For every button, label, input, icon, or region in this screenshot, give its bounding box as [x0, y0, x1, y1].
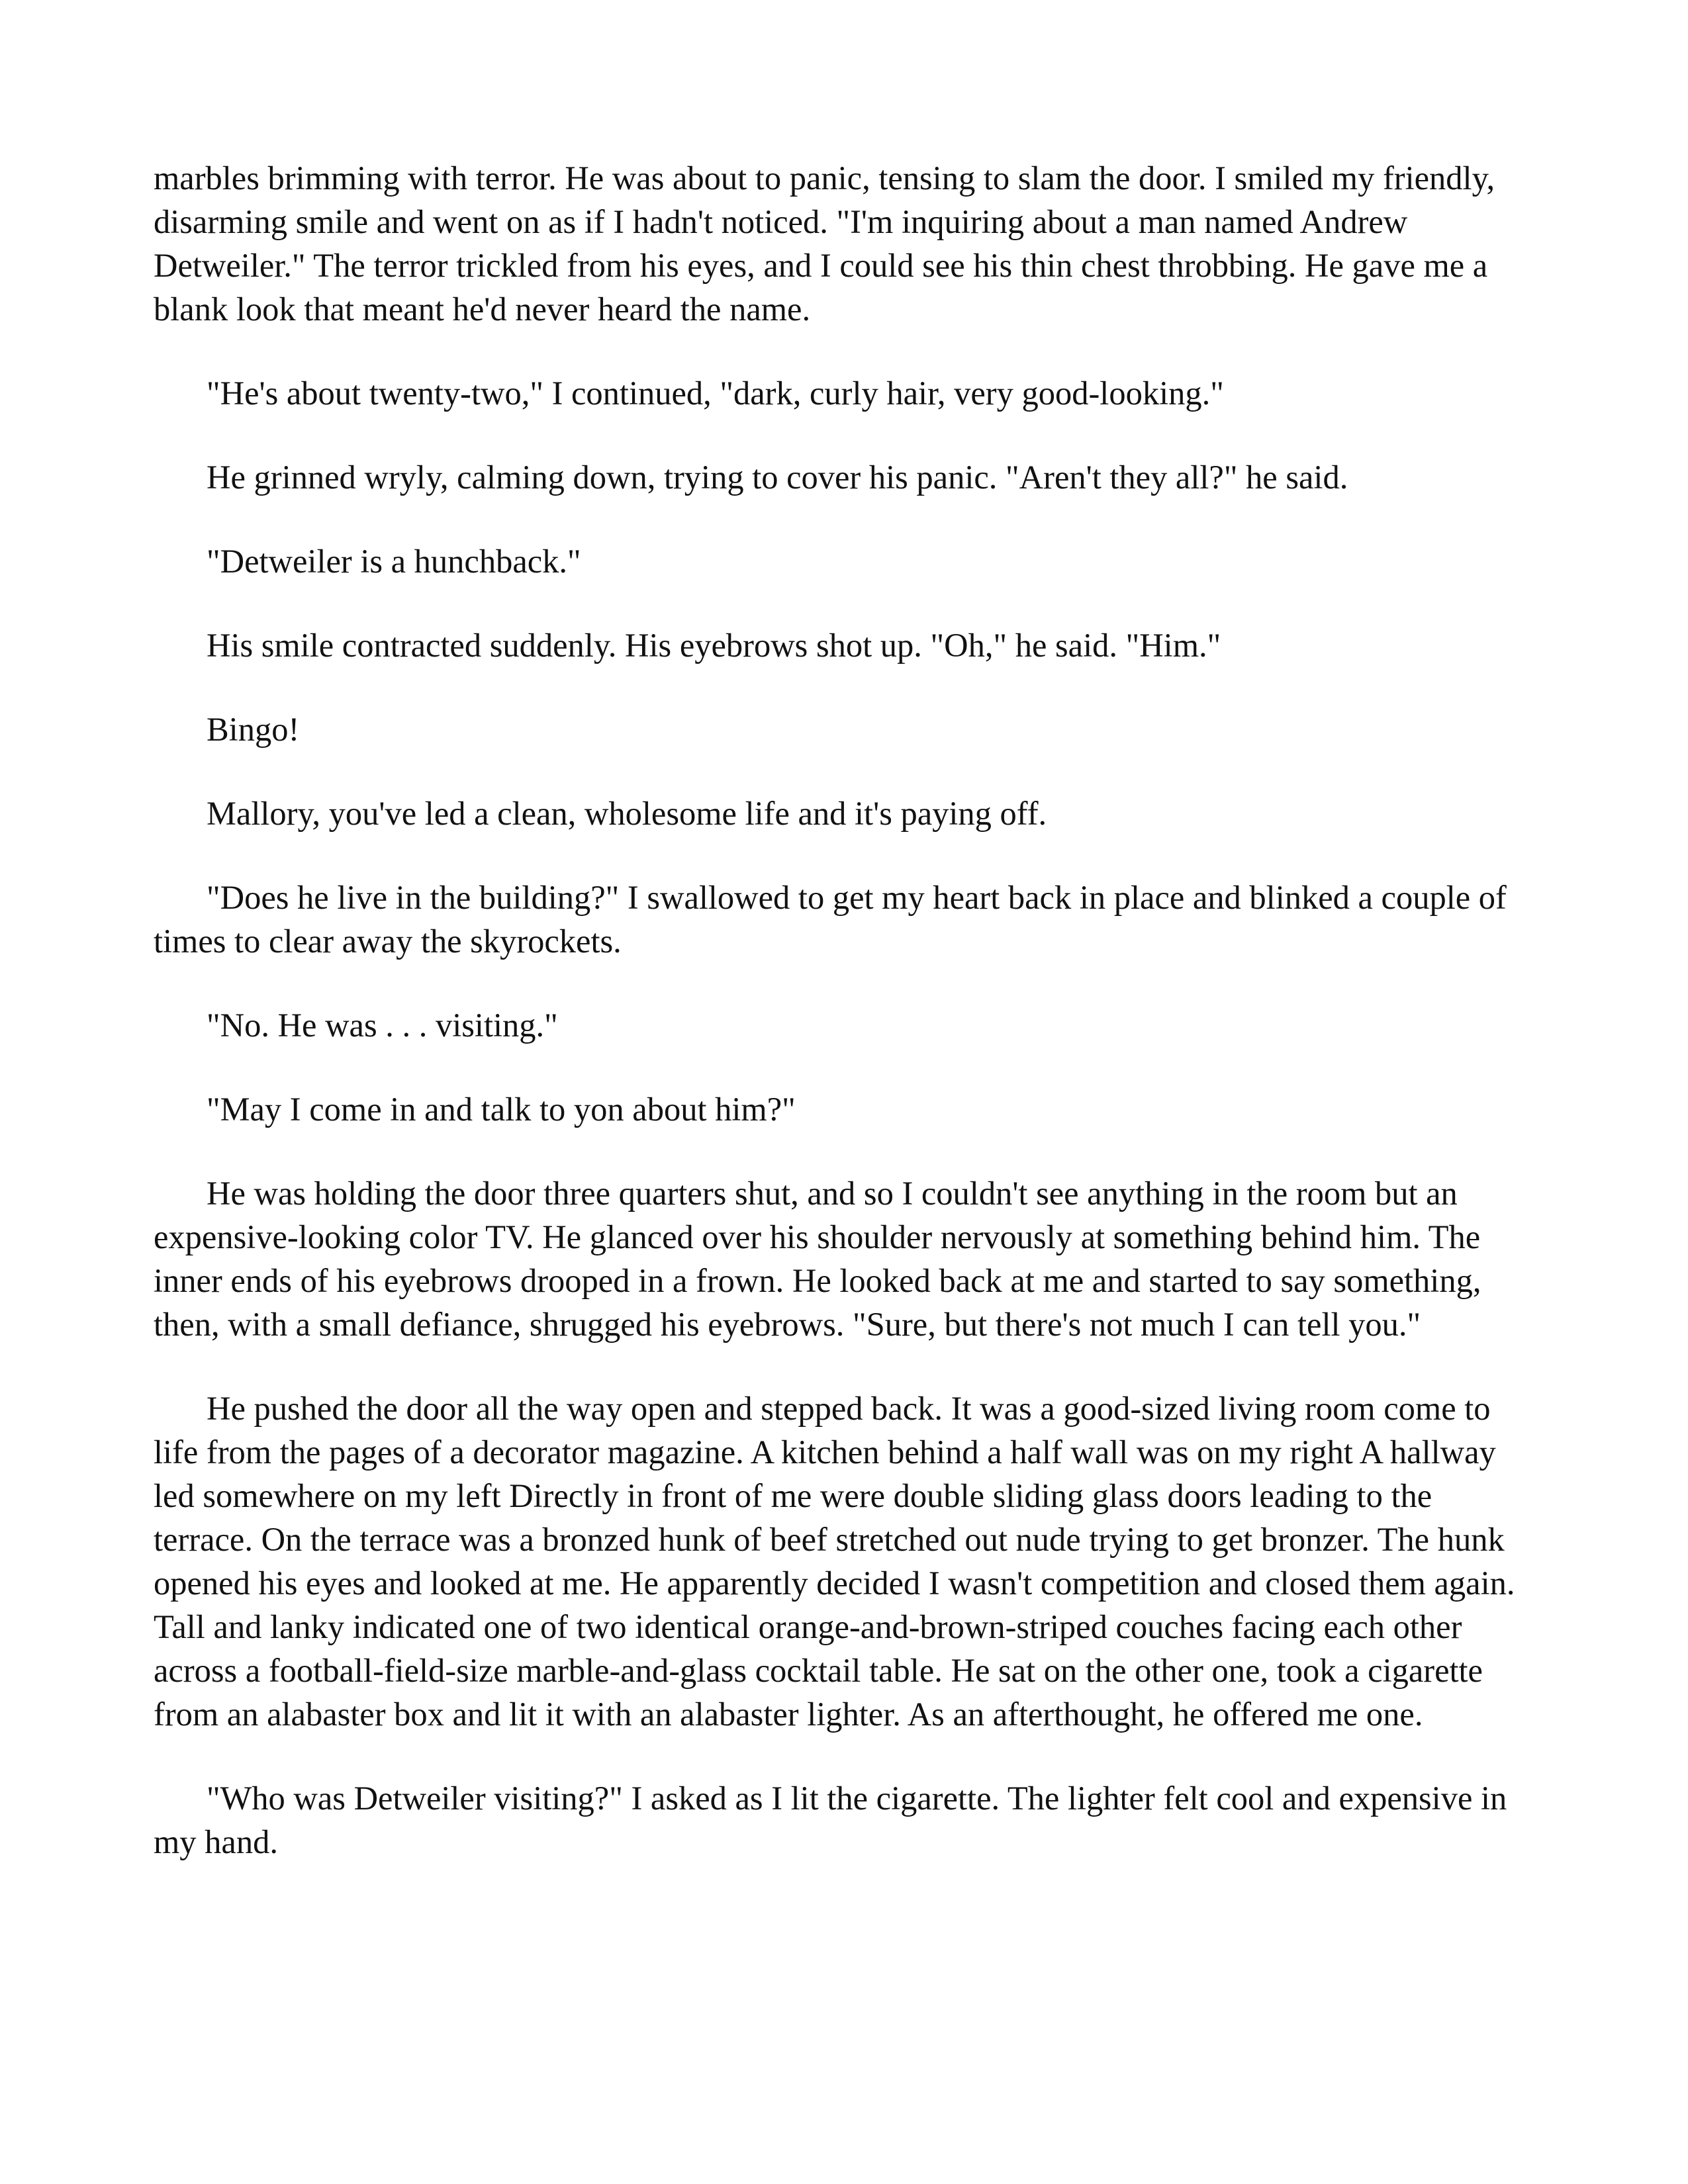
- paragraph-3: He grinned wryly, calming down, trying to cover his panic. "Aren't they all?" he said.: [207, 459, 1348, 496]
- paragraph-1: marbles brimming with terror. He was about to panic, tensing to slam the door. I smiled my friendly, disarming smile and went on as if I hadn't noticed. "I'm inquiring about a man named Andrew Detweiler." The terror trickled from his eyes, and I could see his thin chest throbbing. He gave me a blank look that meant he'd never heard the name.: [154, 159, 1495, 328]
- paragraph-11: He was holding the door three quarters shut, and so I couldn't see anything in the room but an expensive-looking color TV. He glanced over his shoulder nervously at something behind him. The inner ends of his eyebrows drooped in a frown. He looked back at me and started to say something, then, with a small defiance, shrugged his eyebrows. "Sure, but there's not much I can tell you.": [154, 1175, 1481, 1343]
- paragraph-9: "No. He was . . . visiting.": [207, 1007, 558, 1044]
- paragraph-6: Bingo!: [207, 711, 300, 748]
- paragraph-4: "Detweiler is a hunchback.": [207, 543, 581, 580]
- paragraph-10: "May I come in and talk to yon about him?": [207, 1091, 796, 1128]
- paragraph-13: "Who was Detweiler visiting?" I asked as I lit the cigarette. The lighter felt cool and expensive in my hand.: [154, 1780, 1507, 1860]
- paragraph-7: Mallory, you've led a clean, wholesome life and it's paying off.: [207, 795, 1047, 832]
- paragraph-12: He pushed the door all the way open and stepped back. It was a good-sized living room come to life from the pages of a decorator magazine. A kitchen behind a half wall was on my right A hallway led somewhere on my left Directly in front of me were double sliding glass doors leading to the terrace. On the terrace was a bronzed hunk of beef stretched out nude trying to get bronzer. The hunk opened his eyes and looked at me. He apparently decided I wasn't competition and closed them again. Tall and lanky indicated one of two identical orange-and-brown-striped couches facing each other across a football-field-size marble-and-glass cocktail table. He sat on the other one, took a cigarette from an alabaster box and lit it with an alabaster lighter. As an afterthought, he offered me one.: [154, 1390, 1515, 1733]
- paragraph-8: "Does he live in the building?" I swallowed to get my heart back in place and blinked a couple of times to clear away the skyrockets.: [154, 879, 1507, 960]
- page-body: [154, 156, 1524, 1864]
- paragraph-5: His smile contracted suddenly. His eyebrows shot up. "Oh," he said. "Him.": [207, 627, 1221, 664]
- paragraph-2: "He's about twenty-two," I continued, "dark, curly hair, very good-looking.": [207, 375, 1224, 412]
